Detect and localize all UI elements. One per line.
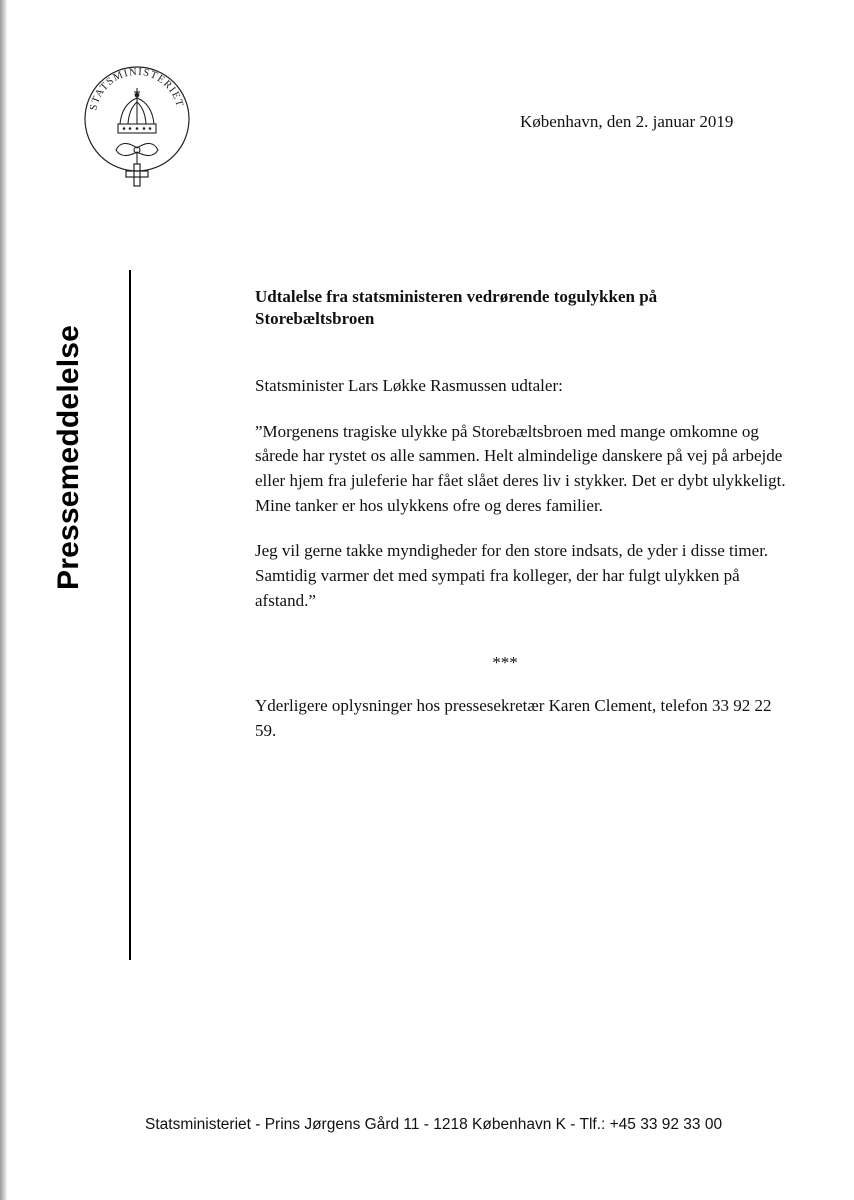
- page-edge-shadow: [0, 0, 7, 1200]
- seal-text: STATSMINISTERIET: [88, 66, 186, 112]
- press-release-label: Pressemeddelelse: [52, 324, 85, 590]
- section-separator: ***: [492, 653, 518, 673]
- contact-info: Yderligere oplysninger hos pressesekretær Karen Clement, telefon 33 92 22 59.: [255, 695, 772, 740]
- quote-paragraph-2: Jeg vil gerne takke myndigheder for den store indsats, de yder i disse timer. Samtidig varmer det med sympati fra kolleger, der har fulgt ulykken på afstand.”: [255, 541, 769, 610]
- intro-line: Statsminister Lars Løkke Rasmussen udtaler:: [255, 376, 563, 396]
- vertical-divider: [129, 270, 131, 960]
- quote-paragraph-1: ”Morgenens tragiske ulykke på Storebæltsbroen med mange omkomne og sårede har rystet os alle sammen. Helt almindelige danskere på vej på arbejde eller hjem fra juleferie har fået slået deres liv i stykker. Det er dybt ulykkeligt. Mine tanker er hos ulykkens ofre og deres familier.: [255, 421, 786, 515]
- document-date: København, den 2. januar 2019: [520, 112, 734, 131]
- footer-address: Statsministeriet - Prins Jørgens Gård 11 - 1218 København K - Tlf.: +45 33 92 33 00: [145, 1116, 723, 1133]
- headline: Udtalelse fra statsministeren vedrørende togulykken på Storebæltsbroen: [255, 287, 658, 329]
- statsministeriet-seal-logo: [82, 64, 192, 214]
- document-body: [255, 286, 795, 764]
